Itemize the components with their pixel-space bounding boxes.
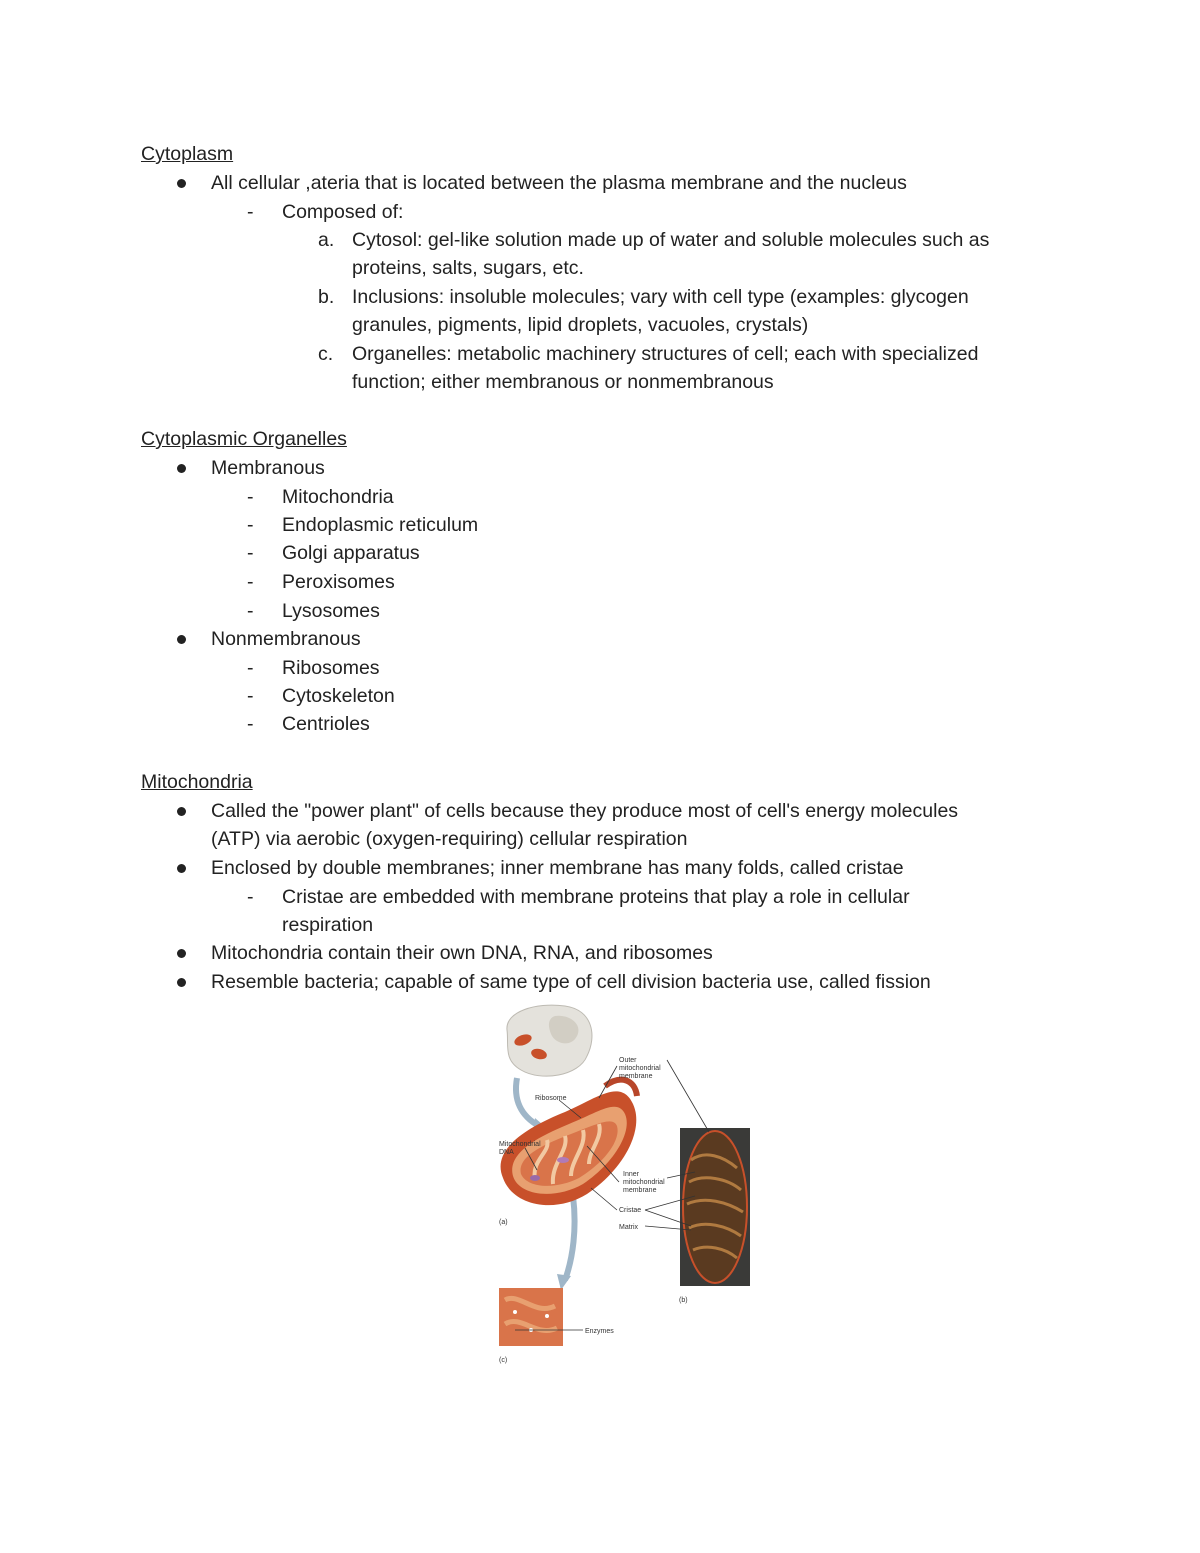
dash-marker: - [247,486,254,508]
label-panel-c: (c) [499,1357,508,1364]
label-panel-b: (b) [679,1297,688,1304]
label-inner-membrane: Inner [623,1171,639,1178]
list-marker: b. [318,286,335,308]
list-item: Peroxisomes [282,571,395,593]
bullet-dot [177,949,186,958]
label-outer-membrane: membrane [619,1073,653,1080]
list-item: Nonmembranous [211,628,361,650]
list-item: Membranous [211,457,325,479]
list-item: Organelles: metabolic machinery structures of cell; each with specialized [352,343,979,365]
bullet-dot [177,179,186,188]
label-mitochondrial-dna: Mitochondrial [499,1141,541,1148]
list-marker: c. [318,343,334,365]
micrograph-panel [680,1128,750,1286]
bullet-dot [177,864,186,873]
list-item: Lysosomes [282,600,380,622]
arrow-connector [565,1196,575,1280]
list-item: Centrioles [282,713,370,735]
label-outer-membrane: mitochondrial [619,1065,661,1072]
list-item: Called the "power plant" of cells because they produce most of cell's energy molecules [211,800,959,822]
dash-marker: - [247,542,254,564]
mitochondrion-figure [495,1000,760,1370]
list-item-continued: granules, pigments, lipid droplets, vacuoles, crystals) [352,314,809,336]
dash-marker: - [247,685,254,707]
heading-cytoplasm: Cytoplasm [141,143,234,165]
list-item: Golgi apparatus [282,542,420,564]
label-matrix: Matrix [619,1224,639,1231]
list-marker: a. [318,229,335,251]
list-item-continued: proteins, salts, sugars, etc. [352,257,584,279]
label-cristae: Cristae [619,1207,642,1214]
list-item: Cytoskeleton [282,685,395,707]
label-ribosome: Ribosome [535,1095,567,1102]
bullet-dot [177,978,186,987]
list-item: Inclusions: insoluble molecules; vary with cell type (examples: glycogen [352,286,969,308]
heading-mitochondria: Mitochondria [141,771,253,793]
list-item: All cellular ,ateria that is located between the plasma membrane and the nucleus [211,172,907,194]
label-panel-a: (a) [499,1219,508,1226]
mitochondrion-illustration [495,1000,760,1370]
list-item: Resemble bacteria; capable of same type of cell division bacteria use, called fission [211,971,931,993]
label-inner-membrane: mitochondrial [623,1179,665,1186]
enzymes-inset [499,1288,563,1346]
dash-marker: - [247,571,254,593]
dash-marker: - [247,713,254,735]
list-item: Endoplasmic reticulum [282,514,479,536]
list-item: Ribosomes [282,657,380,679]
bullet-dot [177,464,186,473]
cell-thumbnail [507,1005,592,1076]
list-item-continued: function; either membranous or nonmembranous [352,371,774,393]
heading-cytoplasmic-organelles: Cytoplasmic Organelles [141,428,347,450]
list-item: Mitochondria [282,486,394,508]
dash-marker: - [247,600,254,622]
list-item: Mitochondria contain their own DNA, RNA, and ribosomes [211,942,713,964]
bullet-dot [177,807,186,816]
list-item: Cytosol: gel-like solution made up of water and soluble molecules such as [352,229,990,251]
bullet-dot [177,635,186,644]
list-item-continued: (ATP) via aerobic (oxygen-requiring) cellular respiration [211,828,688,850]
label-mitochondrial-dna: DNA [499,1149,514,1156]
label-enzymes: Enzymes [585,1328,614,1335]
list-item: Enclosed by double membranes; inner membrane has many folds, called cristae [211,857,904,879]
dash-marker: - [247,201,254,223]
label-outer-membrane: Outer [619,1057,637,1064]
list-item-continued: respiration [282,914,374,936]
dash-marker: - [247,886,254,908]
dash-marker: - [247,657,254,679]
list-item: Composed of: [282,201,404,223]
list-item: Cristae are embedded with membrane proteins that play a role in cellular [282,886,910,908]
label-inner-membrane: membrane [623,1187,657,1194]
dash-marker: - [247,514,254,536]
